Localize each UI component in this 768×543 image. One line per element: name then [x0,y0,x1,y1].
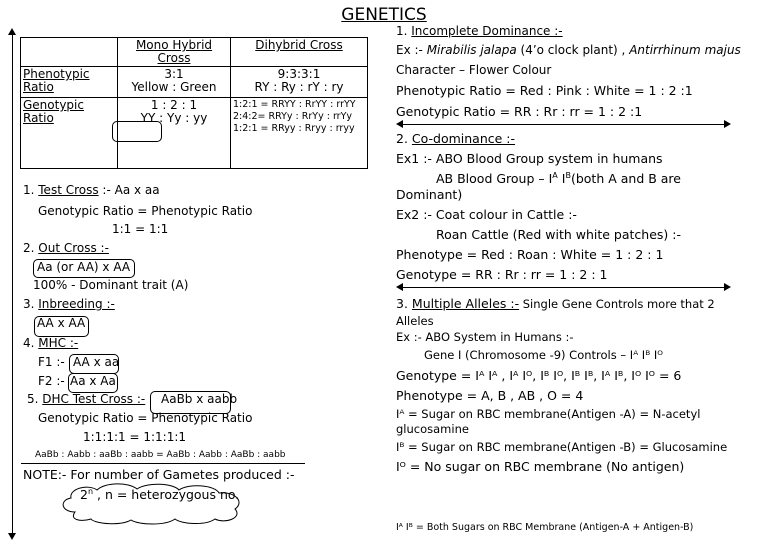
mono-phenotypic-ratio: 3:1 [164,67,184,81]
mhc-heading [23,336,78,350]
codominance-pheno: Phenotype = Red : Roan : White = 1 : 2 : 1 [396,247,664,262]
table-header-row [21,38,368,67]
multiple-ex: Ex :- ABO System in Humans :- [396,330,574,344]
test-cross-rest: :- Aa x aa [98,183,160,197]
item-number: 3. [23,297,39,311]
mhc-title: MHC :- [38,336,79,350]
dhc-line2: 1:1:1:1 = 1:1:1:1 [83,430,187,444]
multiple-ia: Iᴬ = Sugar on RBC membrane(Antigen -A) = N-acetyl glucosamine [396,407,701,436]
dhc-title: DHC Test Cross :- [42,392,146,406]
di-genotypic-cell [231,98,368,169]
table-header-mono: Mono Hybrid Cross [118,38,231,67]
mhc-f1-label: F1 :- [38,355,65,369]
item-number: 2. [23,241,39,255]
codominance-heading [396,131,515,146]
section-divider [400,287,726,288]
codominance-ab [436,171,681,186]
multiple-ib: Iᴮ = Sugar on RBC membrane(Antigen -B) = Glucosamine [396,440,728,454]
multiple-heading [396,295,736,329]
mhc-f1-box [69,354,119,374]
row-label-genotypic: Genotypic Ratio [21,98,118,169]
down-arrow-icon [8,533,16,540]
mono-genotypic-detail: YY : Yy : yy [140,111,208,125]
out-cross-line: 100% - Dominant trait (A) [33,278,189,292]
item-number: 3. [396,296,412,311]
ab-mid: I [557,171,566,187]
codominance-geno: Genotype = RR : Rr : rr = 1 : 2 : 1 [396,267,608,282]
di-genotypic-line: 1:2:1 = RRyy : Rryy : rryy [233,123,355,134]
multiple-iaib: Iᴬ Iᴮ = Both Sugars on RBC Membrane (Antigen-A + Antigen-B) [396,522,694,533]
mhc-f1-box-text: AA x aa [73,355,120,369]
right-arrowhead-icon [724,120,731,128]
highlight-box [112,121,162,142]
table-cell [21,38,118,67]
di-phenotypic-detail: RY : Ry : rY : ry [254,80,344,94]
dhc-box-text: AaBb x aabb [161,392,238,406]
right-arrowhead-icon [724,283,731,291]
mhc-f2-label: F2 :- [38,374,65,388]
ab-post-visible: (both A and B are [570,171,681,187]
incomplete-example [396,43,741,57]
ex-middle: (4’o clock plant) , [516,43,630,57]
cloud-text [80,487,239,502]
ratio-table [20,37,368,169]
test-cross-line2: 1:1 = 1:1 [112,222,169,236]
note-text: NOTE:- For number of Gametes produced :- [23,467,295,482]
codominance-ex1: Ex1 :- ABO Blood Group system in humans [396,151,663,166]
incomplete-heading [396,24,563,38]
page-title: GENETICS [341,5,427,25]
dhc-heading [27,392,145,406]
multiple-io: Iᴼ = No sugar on RBC membrane (No antigen) [396,459,685,474]
inbreeding-box [34,316,89,337]
out-cross-box-text: Aa (or AA) x AA [37,260,131,274]
out-cross-box [33,259,135,278]
mono-phenotypic-cell [118,67,231,98]
codominance-dominant: Dominant) [396,187,463,202]
di-phenotypic-ratio: 9:3:3:1 [277,67,321,81]
incomplete-character: Character – Flower Colour [396,63,552,77]
ab-sup-b: B [565,171,571,180]
cloud-exponent: n [87,487,94,496]
codominance-ex2: Ex2 :- Coat colour in Cattle :- [396,207,577,222]
test-cross-line1: Genotypic Ratio = Phenotypic Ratio [38,204,253,218]
codominance-title: Co-dominance :- [411,131,516,146]
vertical-divider [12,32,13,537]
multiple-pheno: Phenotype = A, B , AB , O = 4 [396,388,584,403]
incomplete-geno: Genotypic Ratio = RR : Rr : rr = 1 : 2 :1 [396,104,643,119]
item-number: 1. [396,24,412,38]
incomplete-pheno: Phenotypic Ratio = Red : Pink : White = 1 : 2 :1 [396,83,693,98]
table-row-phenotypic [21,67,368,98]
species-1: Mirabilis jalapa [426,43,517,57]
di-genotypic-line: 1:2:1 = RRYY : RrYY : rrYY [233,99,356,110]
ab-sup-a: A [552,171,558,180]
di-phenotypic-cell [231,67,368,98]
out-cross-title: Out Cross :- [38,241,109,255]
multiple-title: Multiple Alleles :- [411,296,520,311]
inbreeding-title: Inbreeding :- [38,297,115,311]
species-2: Antirrhinum majus [629,43,741,57]
inbreeding-box-text: AA x AA [37,316,86,330]
dhc-line1: Genotypic Ratio = Phenotypic Ratio [38,411,253,425]
row-label-phenotypic: Phenotypic Ratio [21,67,118,98]
ex-prefix: Ex :- [396,43,427,57]
item-number: 4. [23,336,39,350]
codominance-roan: Roan Cattle (Red with white patches) :- [436,227,681,242]
item-number: 5. [27,392,43,406]
cloud-rest: , n = heterozygous no. [93,487,240,503]
multiple-gene: Gene I (Chromosome -9) Controls – Iᴬ Iᴮ Iᴼ [424,348,663,362]
inbreeding-heading [23,297,115,311]
di-genotypic-line: 2:4:2= RRYy : RrYy : rrYy [233,111,353,122]
mono-genotypic-ratio: 1 : 2 : 1 [150,98,198,112]
mhc-f2-box-text: Aa x Aa [70,374,116,388]
ab-pre: AB Blood Group – I [436,171,553,187]
incomplete-title: Incomplete Dominance :- [411,24,563,38]
table-row-genotypic [21,98,368,169]
mhc-f2-box [68,373,118,393]
divider-line [21,463,305,464]
item-number: 1. [23,183,39,197]
test-cross-heading [23,183,160,197]
section-divider [400,124,726,125]
out-cross-heading [23,241,109,255]
mono-phenotypic-detail: Yellow : Green [131,80,217,94]
item-number: 2. [396,131,412,146]
multiple-geno: Genotype = Iᴬ Iᴬ , Iᴬ Iᴼ, Iᴮ Iᴼ, Iᴮ Iᴮ, Iᴬ Iᴮ, Iᴼ Iᴼ = 6 [396,368,682,383]
test-cross-title: Test Cross [38,183,99,197]
dhc-line3: AaBb : Aabb : aaBb : aabb = AaBb : Aabb : AaBb : aabb [35,450,286,460]
cloud-base: 2 [80,487,88,503]
table-header-di: Dihybrid Cross [231,38,368,67]
multiple-subtitle: Single Gene Controls more that 2 Alleles [396,297,715,328]
